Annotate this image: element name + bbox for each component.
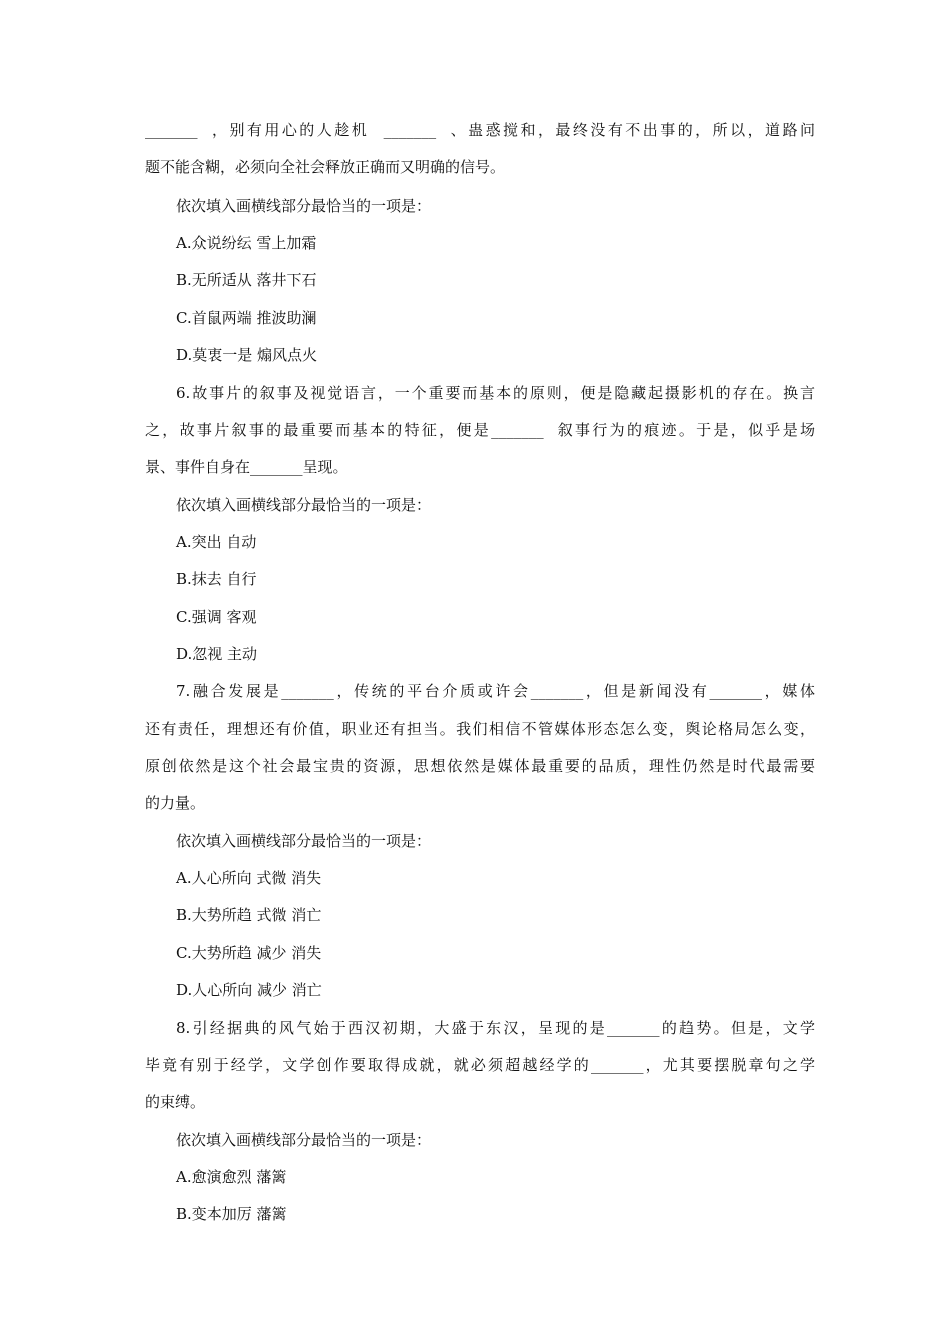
q6-text-line-1: 6.故事片的叙事及视觉语言，一个重要而基本的原则，便是隐藏起摄影机的存在。换言 — [176, 384, 815, 402]
q8-prompt: 依次填入画横线部分最恰当的一项是： — [176, 1131, 432, 1149]
q8-option-a: A.愈演愈烈 藩篱 — [176, 1168, 287, 1186]
q8-option-b: B.变本加厉 藩篱 — [176, 1205, 287, 1223]
q7-option-c: C.大势所趋 减少 消失 — [176, 944, 322, 962]
q8-text-line-2: 毕竟有别于经学，文学创作要取得成就，就必须超越经学的_______，尤其要摆脱章句之学 — [145, 1056, 815, 1074]
q5-prompt: 依次填入画横线部分最恰当的一项是： — [176, 197, 432, 215]
q7-prompt: 依次填入画横线部分最恰当的一项是： — [176, 832, 432, 850]
q6-option-b: B.抹去 自行 — [176, 570, 257, 588]
q5-text-line-2: 题不能含糊，必须向全社会释放正确而又明确的信号。 — [145, 158, 506, 176]
q8-text-line-1: 8.引经据典的风气始于西汉初期，大盛于东汉，呈现的是_______的趋势。但是，文学 — [176, 1019, 815, 1037]
q6-text-line-2: 之，故事片叙事的最重要而基本的特征，便是_______ 叙事行为的痕迹。于是，似乎是场 — [145, 421, 815, 439]
q7-text-line-3: 原创依然是这个社会最宝贵的资源，思想依然是媒体最重要的品质，理性仍然是时代最需要 — [145, 757, 815, 775]
q5-option-a: A.众说纷纭 雪上加霜 — [176, 234, 317, 252]
q6-option-c: C.强调 客观 — [176, 608, 257, 626]
q5-text-line-1: _______ ，别有用心的人趁机 _______ 、蛊惑搅和，最终没有不出事的，所以，道路问 — [145, 121, 815, 139]
q7-option-b: B.大势所趋 式微 消亡 — [176, 906, 322, 924]
q5-option-c: C.首鼠两端 推波助澜 — [176, 309, 317, 327]
q8-text-line-3: 的束缚。 — [145, 1093, 206, 1111]
q5-option-d: D.莫衷一是 煽风点火 — [176, 346, 318, 364]
q7-text-line-2: 还有责任，理想还有价值，职业还有担当。我们相信不管媒体形态怎么变，舆论格局怎么变， — [145, 720, 815, 738]
q7-text-line-1: 7.融合发展是_______，传统的平台介质或许会_______，但是新闻没有_______，媒体 — [176, 682, 815, 700]
q6-prompt: 依次填入画横线部分最恰当的一项是： — [176, 496, 432, 514]
q7-text-line-4: 的力量。 — [145, 794, 206, 812]
q7-option-a: A.人心所向 式微 消失 — [176, 869, 322, 887]
q5-option-b: B.无所适从 落井下石 — [176, 271, 317, 289]
q6-text-line-3: 景、事件自身在_______呈现。 — [145, 458, 348, 476]
q6-option-a: A.突出 自动 — [176, 533, 257, 551]
q7-option-d: D.人心所向 减少 消亡 — [176, 981, 322, 999]
q6-option-d: D.忽视 主动 — [176, 645, 258, 663]
